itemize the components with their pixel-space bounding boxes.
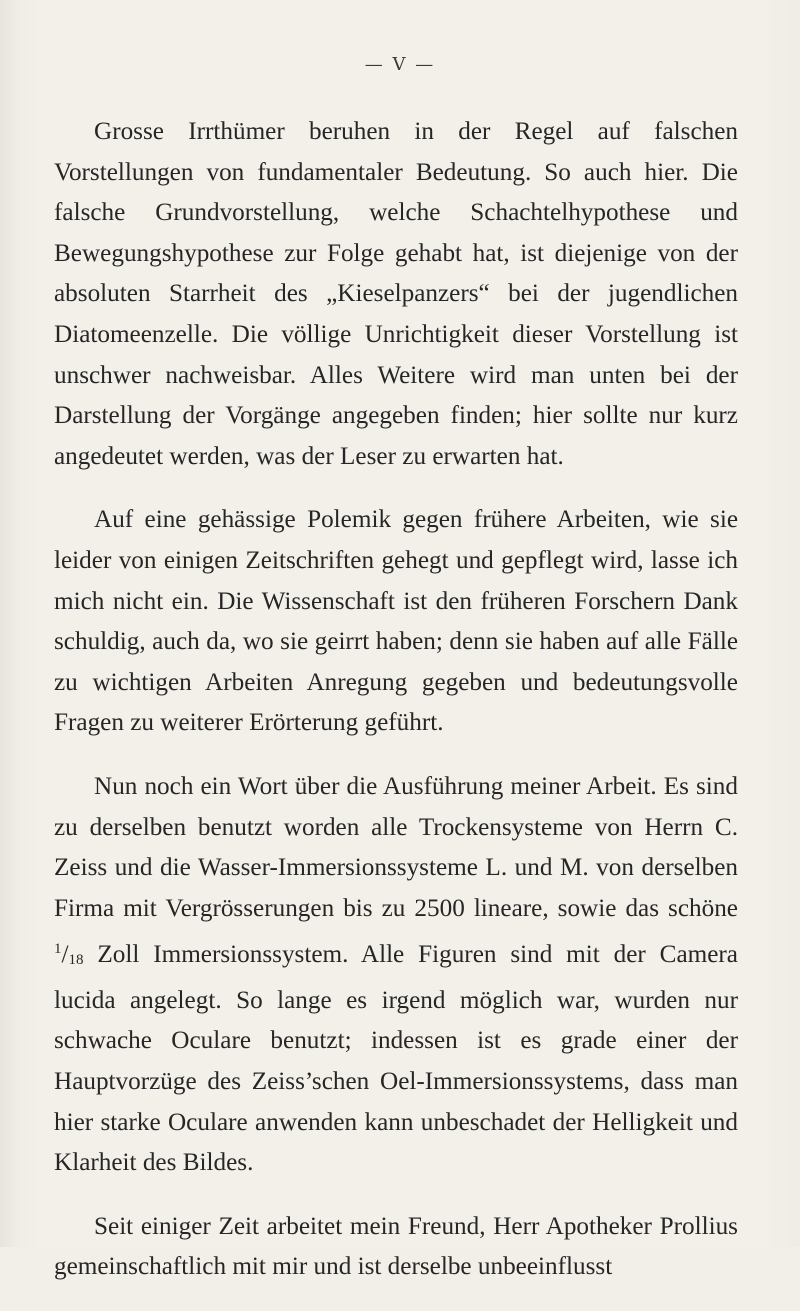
- paragraph-part: Nun noch ein Wort über die Ausführung meiner Arbeit. Es sind zu derselben benutzt worden alle Trockensysteme von Herrn C. Zeiss und die Wasser-Immersionssysteme L. und M. von derselben Firma mit Vergrösserungen bis zu 2500 lineare, sowie das schöne: [54, 772, 738, 922]
- paragraph-part: Zoll Immersionssystem. Alle Figuren sind mit der Camera lucida angelegt. So lange es irgend möglich war, wurden nur schwache Oculare benutzt; indessen ist es grade einer der Hauptvorzüge des Zeiss’schen Oel-Immersionssystems, dass man hier starke Oculare anwenden kann unbeschadet der Helligkeit und Klarheit des Bildes.: [54, 941, 738, 1177]
- paragraph: Nun noch ein Wort über die Ausführung meiner Arbeit. Es sind zu derselben benutzt worden alle Trockensysteme von Herrn C. Zeiss und die Wasser-Immersionssysteme L. und M. von derselben Firma mit Vergrösserungen bis zu 2500 lineare, sowie das schöne $^1$/18 Zoll Immersionssystem. Alle Figuren sind mit der Camera lucida angelegt. So lange es irgend möglich war, wurden nur schwache Oculare benutzt; indessen ist es grade einer der Hauptvorzüge des Zeiss’schen Oel-Immersionssystems, dass man hier starke Oculare anwenden kann unbeschadet der Helligkeit und Klarheit des Bildes.: [54, 772, 738, 1177]
- fraction-denominator: 18: [68, 952, 84, 969]
- paragraph: Grosse Irrthümer beruhen in der Regel auf falschen Vorstellungen von fundamentaler Bedeutung. So auch hier. Die falsche Grundvorstellung, welche Schachtelhypothese und Bewegungshypothese zur Folge gehabt hat, ist diejenige von der absoluten Starrheit des „Kieselpanzers“ bei der jugendlichen Diatomeenzelle. Die völlige Unrichtigkeit dieser Vorstellung ist unschwer nachweisbar. Alles Weitere wird man unten bei der Darstellung der Vorgänge angegeben finden; hier sollte nur kurz angedeutet werden, was der Leser zu erwarten hat.: [54, 118, 738, 470]
- fraction-numerator: 1: [54, 941, 62, 958]
- paragraph: Seit einiger Zeit arbeitet mein Freund, Herr Apotheker Prollius gemeinschaftlich mit mir und ist derselbe unbeeinflusst: [54, 1212, 738, 1281]
- page-header: — V —: [364, 54, 436, 75]
- body-text: [54, 112, 738, 1311]
- paragraph: Auf eine gehässige Polemik gegen frühere Arbeiten, wie sie leider von einigen Zeitschriften gehegt und gepflegt wird, lasse ich mich nicht ein. Die Wissenschaft ist den früheren Forschern Dank schuldig, auch da, wo sie geirrt haben; denn sie haben auf alle Fälle zu wichtigen Arbeiten Anregung gegeben und bedeutungsvolle Fragen zu weiterer Erörterung geführt.: [54, 506, 738, 737]
